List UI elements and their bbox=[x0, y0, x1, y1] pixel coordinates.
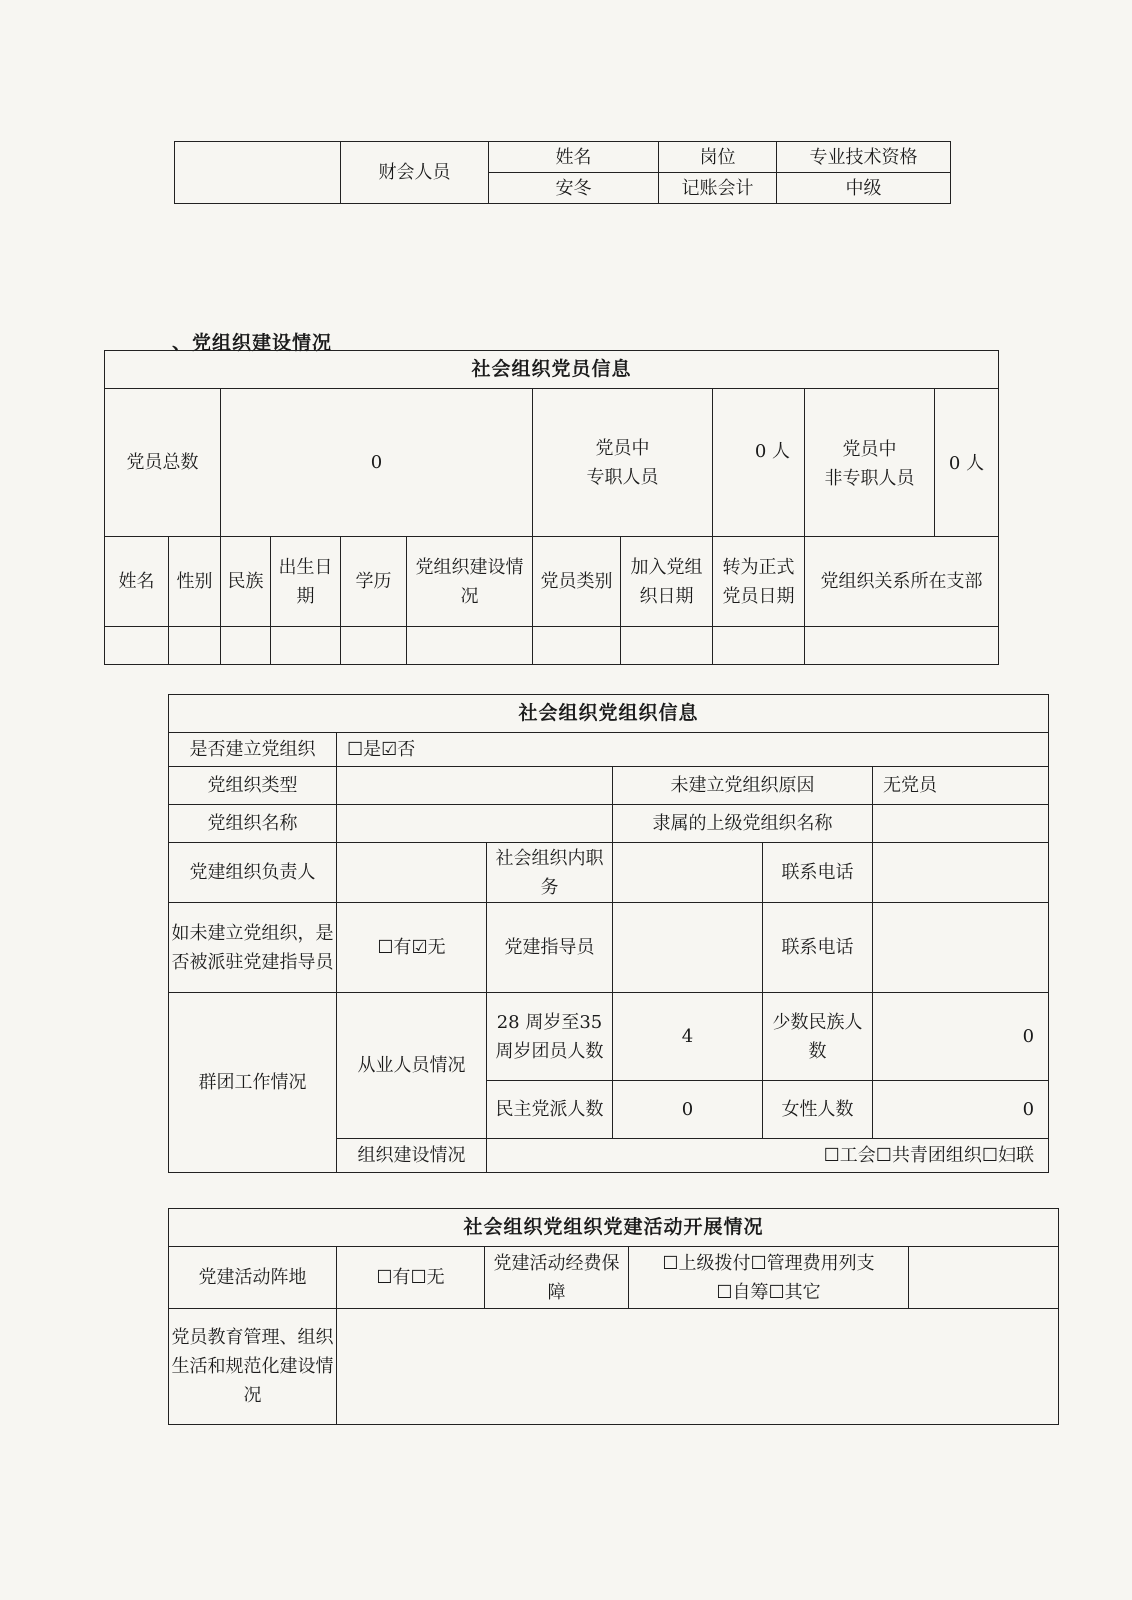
member-row-cell bbox=[105, 627, 169, 665]
established-value: ☐是☑否 bbox=[337, 733, 1049, 767]
org-building-value: ☐工会☐共青团组织☐妇联 bbox=[487, 1139, 1049, 1173]
col-join-date: 加入党组织日期 bbox=[621, 537, 713, 627]
superior-org-value bbox=[873, 805, 1049, 843]
col-ethnicity: 民族 bbox=[221, 537, 271, 627]
org-info-title: 社会组织党组织信息 bbox=[169, 695, 1049, 733]
member-row-cell bbox=[533, 627, 621, 665]
col-education: 学历 bbox=[341, 537, 407, 627]
member-row-cell bbox=[713, 627, 805, 665]
funding-label: 党建活动经费保障 bbox=[485, 1247, 629, 1309]
leader-value bbox=[337, 843, 487, 903]
democratic-value: 0 bbox=[613, 1081, 763, 1139]
finance-label: 财会人员 bbox=[341, 142, 489, 204]
funding-value-line-1: ☐上级拨付☐管理费用列支 bbox=[662, 1252, 875, 1274]
finance-table bbox=[174, 141, 951, 204]
org-name-value bbox=[337, 805, 613, 843]
member-parttime-label: 党员中 非专职人员 bbox=[805, 389, 935, 537]
org-type-label: 党组织类型 bbox=[169, 767, 337, 805]
instructor-question-value: ☐有☑无 bbox=[337, 903, 487, 993]
member-row-cell bbox=[621, 627, 713, 665]
section-title: 、党组织建设情况 bbox=[172, 332, 333, 354]
col-formal-date: 转为正式党员日期 bbox=[713, 537, 805, 627]
superior-org-label: 隶属的上级党组织名称 bbox=[613, 805, 873, 843]
member-fulltime-label: 党员中 专职人员 bbox=[533, 389, 713, 537]
female-value: 0 bbox=[873, 1081, 1049, 1139]
venue-label: 党建活动阵地 bbox=[169, 1247, 337, 1309]
finance-header-name: 姓名 bbox=[489, 142, 659, 173]
not-established-reason-value: 无党员 bbox=[873, 767, 1049, 805]
member-row-cell bbox=[271, 627, 341, 665]
member-row-cell bbox=[407, 627, 533, 665]
org-type-value bbox=[337, 767, 613, 805]
org-info-table bbox=[168, 694, 1049, 1173]
col-member-type: 党员类别 bbox=[533, 537, 621, 627]
col-birthdate: 出生日期 bbox=[271, 537, 341, 627]
activities-title: 社会组织党组织党建活动开展情况 bbox=[169, 1209, 1059, 1247]
education-label: 党员教育管理、组织生活和规范化建设情况 bbox=[169, 1309, 337, 1425]
col-gender: 性别 bbox=[169, 537, 221, 627]
established-label: 是否建立党组织 bbox=[169, 733, 337, 767]
member-info-title: 社会组织党员信息 bbox=[105, 351, 999, 389]
finance-empty-cell bbox=[175, 142, 341, 204]
funding-extra-cell bbox=[909, 1247, 1059, 1309]
org-building-label: 组织建设情况 bbox=[337, 1139, 487, 1173]
instructor-phone-label: 联系电话 bbox=[763, 903, 873, 993]
minority-label: 少数民族人数 bbox=[763, 993, 873, 1081]
finance-header-qualification: 专业技术资格 bbox=[777, 142, 951, 173]
activities-table bbox=[168, 1208, 1059, 1425]
col-org-building: 党组织建设情况 bbox=[407, 537, 533, 627]
instructor-phone-value bbox=[873, 903, 1049, 993]
venue-value: ☐有☐无 bbox=[337, 1247, 485, 1309]
youth-value: 4 bbox=[613, 993, 763, 1081]
leader-label: 党建组织负责人 bbox=[169, 843, 337, 903]
instructor-label: 党建指导员 bbox=[487, 903, 613, 993]
funding-value bbox=[629, 1247, 909, 1309]
member-info-table bbox=[104, 350, 999, 665]
not-established-reason-label: 未建立党组织原因 bbox=[613, 767, 873, 805]
member-fulltime-value: 0 人 bbox=[713, 389, 805, 537]
finance-post: 记账会计 bbox=[659, 173, 777, 204]
youth-label: 28 周岁至35 周岁团员人数 bbox=[487, 993, 613, 1081]
inner-post-value bbox=[613, 843, 763, 903]
org-name-label: 党组织名称 bbox=[169, 805, 337, 843]
staff-label: 从业人员情况 bbox=[337, 993, 487, 1139]
col-name: 姓名 bbox=[105, 537, 169, 627]
leader-phone-value bbox=[873, 843, 1049, 903]
instructor-value bbox=[613, 903, 763, 993]
member-row-cell bbox=[805, 627, 999, 665]
female-label: 女性人数 bbox=[763, 1081, 873, 1139]
member-row-cell bbox=[221, 627, 271, 665]
democratic-label: 民主党派人数 bbox=[487, 1081, 613, 1139]
member-parttime-value: 0 人 bbox=[935, 389, 999, 537]
member-total-label: 党员总数 bbox=[105, 389, 221, 537]
member-row-cell bbox=[341, 627, 407, 665]
col-branch: 党组织关系所在支部 bbox=[805, 537, 999, 627]
finance-qualification: 中级 bbox=[777, 173, 951, 204]
leader-phone-label: 联系电话 bbox=[763, 843, 873, 903]
member-row-cell bbox=[169, 627, 221, 665]
mass-work-label: 群团工作情况 bbox=[169, 993, 337, 1173]
member-total-value: 0 bbox=[221, 389, 533, 537]
minority-value: 0 bbox=[873, 993, 1049, 1081]
finance-name: 安冬 bbox=[489, 173, 659, 204]
funding-value-line-2: ☐自筹☐其它 bbox=[716, 1281, 821, 1303]
instructor-question-label: 如未建立党组织，是否被派驻党建指导员 bbox=[169, 903, 337, 993]
inner-post-label: 社会组织内职务 bbox=[487, 843, 613, 903]
education-value bbox=[337, 1309, 1059, 1425]
finance-header-post: 岗位 bbox=[659, 142, 777, 173]
